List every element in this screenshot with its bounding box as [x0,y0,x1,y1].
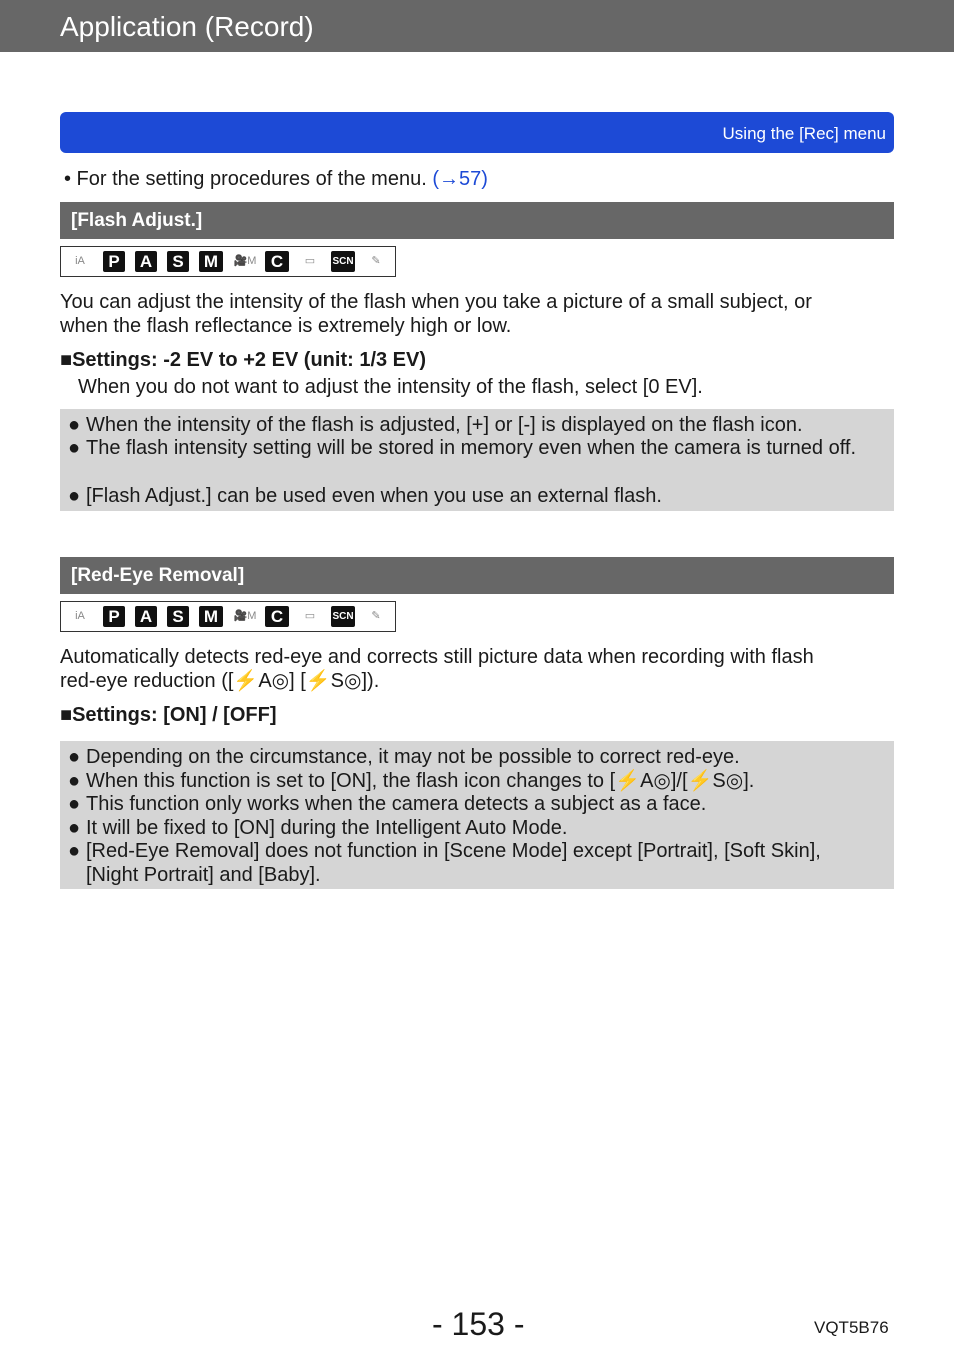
notes-box [60,409,894,511]
scn-mode-icon: SCN [331,251,355,272]
bullet-icon: ● [68,437,81,459]
menu-bar-label: Using the [Rec] menu [722,124,886,143]
c-mode-icon: C [265,251,289,272]
description-line-2: when the flash reflectance is extremely high or low. [60,315,512,337]
bullet-icon: ● [68,746,81,768]
menu-bar [60,112,894,153]
description [60,645,894,693]
movie-mode-icon: 🎥M [233,255,257,267]
c-mode-icon: C [265,606,289,627]
page-number: - 153 - [432,1306,525,1342]
description-line-2: red-eye reduction ([⚡A◎] [⚡S◎]). [60,670,380,692]
procedure-note [64,168,488,191]
page-header [0,0,954,52]
bullet-icon: ● [68,485,81,507]
page-title: Application (Record) [60,11,314,42]
note-item: ● This function only works when the camera detects a subject as a face. [68,793,707,815]
note-item: ● [Red-Eye Removal] does not function in [Scene Mode] except [Portrait], [Soft Skin], [Night Portrait] and [Baby]. [68,840,821,886]
p-mode-icon: P [103,251,125,272]
description-line-1: You can adjust the intensity of the flash when you take a picture of a small subject, or [60,291,812,313]
panorama-mode-icon: ▭ [304,255,316,267]
m-mode-icon: M [199,251,223,272]
s-mode-icon: S [167,606,189,627]
p-mode-icon: P [103,606,125,627]
bullet-icon: ● [68,817,81,839]
section-heading-flash-adjust [60,202,894,239]
s-mode-icon: S [167,251,189,272]
ia-mode-icon: iA [75,255,85,267]
description-line-1: Automatically detects red-eye and corrects still picture data when recording with flash [60,646,814,668]
settings-line: ■Settings: -2 EV to +2 EV (unit: 1/3 EV) [60,349,427,371]
movie-mode-icon: 🎥M [233,610,257,622]
bullet-icon: ● [68,793,81,815]
m-mode-icon: M [199,606,223,627]
note-item: ● It will be fixed to [ON] during the Intelligent Auto Mode. [68,817,568,839]
note-item: ● When the intensity of the flash is adjusted, [+] or [-] is displayed on the flash icon. [68,414,803,436]
bullet-icon: ● [68,840,81,862]
notes-box [60,741,894,889]
a-mode-icon: A [135,606,157,627]
note-item: ● [Flash Adjust.] can be used even when you use an external flash. [68,485,662,507]
creative-mode-icon: ✎ [371,255,381,267]
scn-mode-icon: SCN [331,606,355,627]
section-heading-red-eye-removal [60,557,894,594]
section-heading-text: [Red-Eye Removal] [71,565,245,586]
note-item: ● The flash intensity setting will be stored in memory even when the camera is turned off. [68,437,857,459]
page-link[interactable]: (→57) [432,168,488,190]
ia-mode-icon: iA [75,610,85,622]
a-mode-icon: A [135,251,157,272]
bullet-icon: ● [68,414,81,436]
mode-icons-row [60,246,396,277]
settings-line: ■Settings: [ON] / [OFF] [60,704,277,726]
mode-icons-row [60,601,396,632]
document-code: VQT5B76 [814,1318,889,1337]
note-item: ● When this function is set to [ON], the flash icon changes to [⚡A◎]/[⚡S◎]. [68,770,755,792]
description [60,290,894,338]
note-item: ● Depending on the circumstance, it may not be possible to correct red-eye. [68,746,740,768]
bullet-icon: ● [68,770,81,792]
panorama-mode-icon: ▭ [304,610,316,622]
section-heading-text: [Flash Adjust.] [71,210,203,231]
procedure-text: • For the setting procedures of the menu. [64,168,433,190]
creative-mode-icon: ✎ [371,610,381,622]
settings-note: When you do not want to adjust the intensity of the flash, select [0 EV]. [78,376,703,398]
